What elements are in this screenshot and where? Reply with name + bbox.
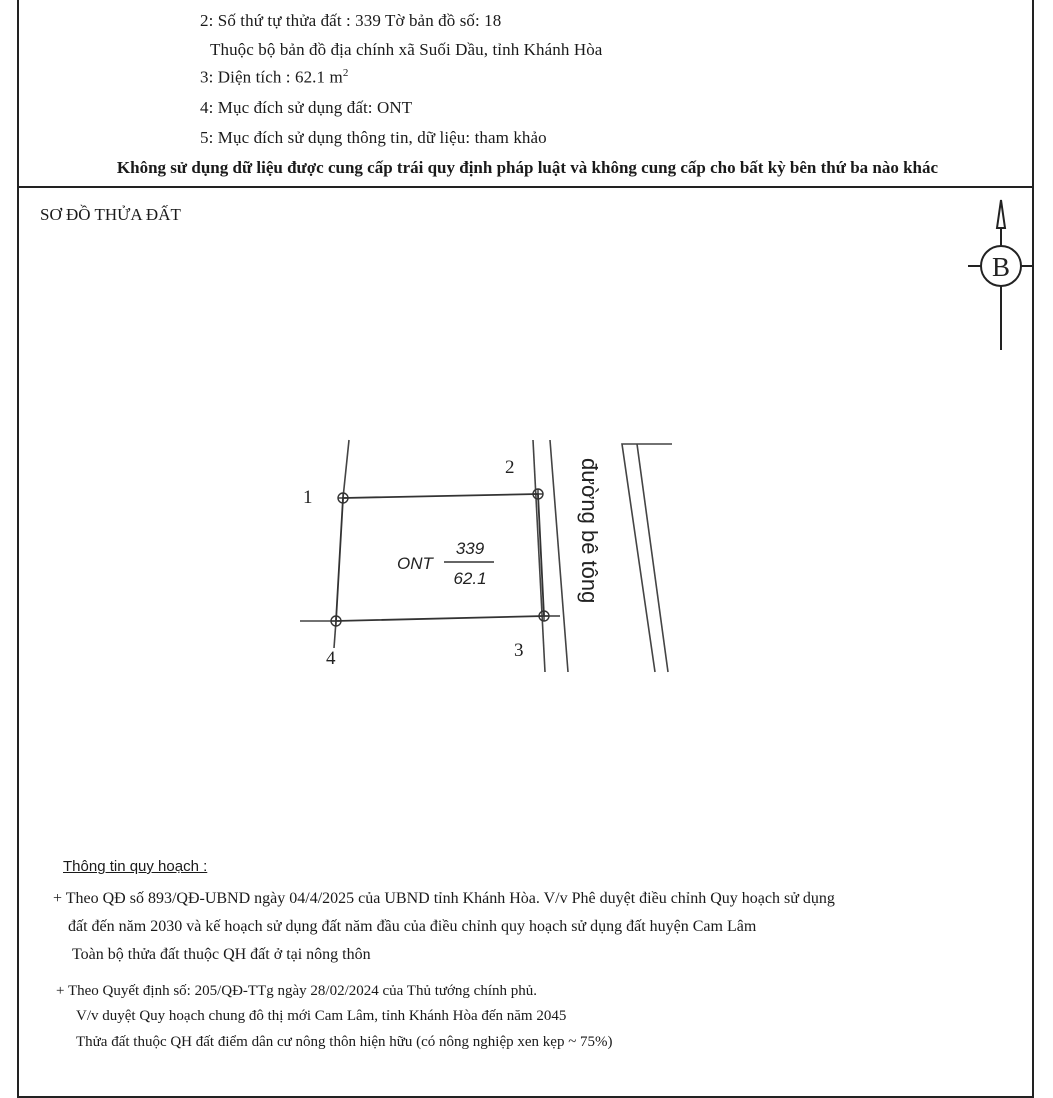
corner-marker-4 (331, 616, 341, 626)
parcel-area-label: 62.1 (453, 569, 487, 588)
corner-marker-2 (533, 489, 543, 499)
north-label: B (991, 252, 1011, 282)
planning-title: Thông tin quy hoạch : (63, 858, 208, 875)
diagram-title: SƠ ĐỒ THỬA ĐẤT (40, 205, 181, 224)
land-code-label: ONT (397, 554, 433, 573)
parcel-number-line: 2: Số thứ tự thửa đất : 339 Tờ bản đồ số: 18 (200, 11, 502, 30)
corner-label-4: 4 (326, 648, 336, 669)
corner-label-2: 2 (505, 457, 515, 478)
corner-label-1: 1 (303, 487, 313, 508)
planning-entry-1-line-3: Toàn bộ thửa đất thuộc QH đất ở tại nông thôn (72, 946, 371, 963)
corner-marker-1 (338, 493, 348, 503)
road-label: đường bê tông (577, 458, 602, 604)
info-use-purpose-line: 5: Mục đích sử dụng thông tin, dữ liệu: tham khảo (200, 128, 547, 147)
parcel-boundary (336, 494, 544, 621)
corner-label-3: 3 (514, 640, 524, 661)
planning-entry-2-line-3: Thửa đất thuộc QH đất điểm dân cư nông thôn hiện hữu (có nông nghiệp xen kẹp ~ 75%) (76, 1034, 613, 1050)
parcel-number-label: 339 (455, 539, 485, 558)
planning-entry-1-line-2: đất đến năm 2030 và kế hoạch sử dụng đất năm đầu của điều chỉnh quy hoạch sử dụng đất huyện Cam Lâm (68, 918, 757, 935)
planning-entry-2-line-2: V/v duyệt Quy hoạch chung đô thị mới Cam Lâm, tỉnh Khánh Hòa đến năm 2045 (76, 1008, 567, 1024)
usage-warning: Không sử dụng dữ liệu được cung cấp trái quy định pháp luật và không cung cấp cho bất kỳ bên thứ ba nào khác (116, 158, 939, 177)
area-exponent: 2 (342, 67, 349, 79)
map-line: Thuộc bộ bản đồ địa chính xã Suối Dầu, tỉnh Khánh Hòa (210, 40, 603, 59)
land-use-purpose-line: 4: Mục đích sử dụng đất: ONT (200, 98, 413, 117)
corner-marker-3 (539, 611, 549, 621)
area-value: 3: Diện tích : 62.1 m (200, 67, 343, 87)
planning-entry-1-line-1: + Theo QĐ số 893/QĐ-UBND ngày 04/4/2025 của UBND tỉnh Khánh Hòa. V/v Phê duyệt điều chỉnh Quy hoạch sử dụng (53, 890, 835, 907)
planning-entry-2-line-1: + Theo Quyết định số: 205/QĐ-TTg ngày 28/02/2024 của Thủ tướng chính phủ. (56, 983, 537, 999)
